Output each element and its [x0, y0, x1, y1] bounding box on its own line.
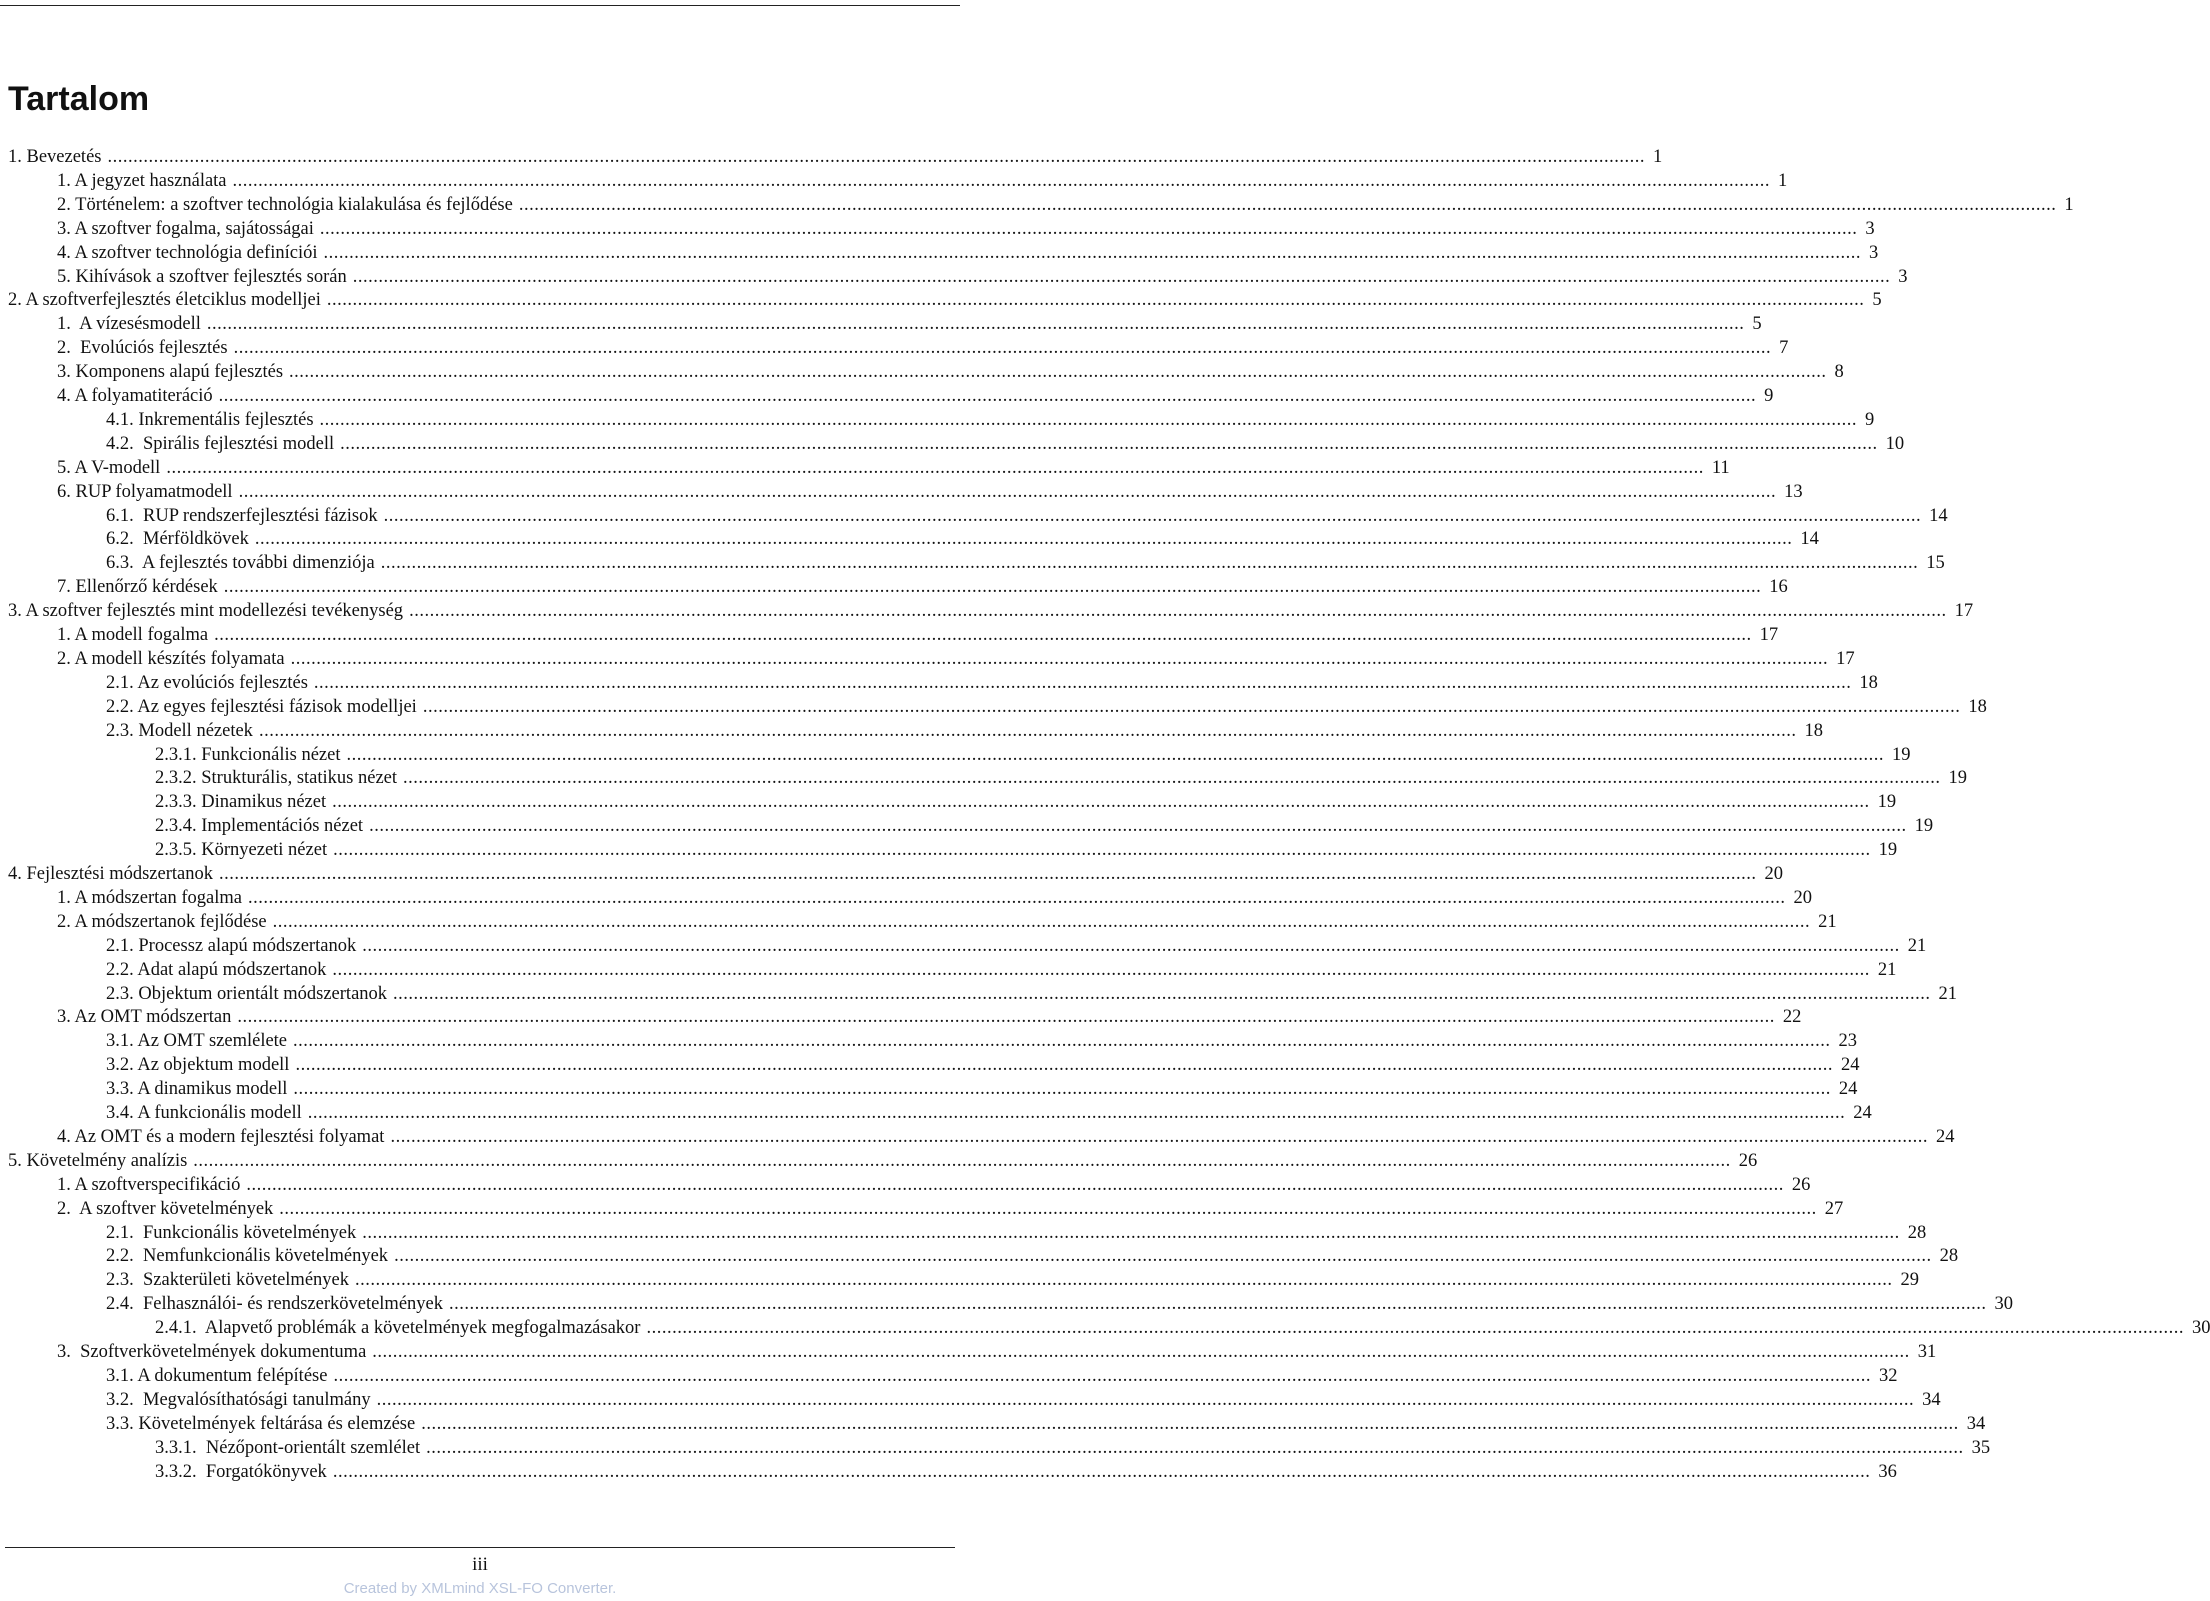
toc-entry-page: 18 — [1804, 720, 1823, 741]
toc-dot-leader: ............................................................................................................................................................................................................................................................................................................ — [332, 792, 1870, 813]
toc-entry-label: 2.3.2. Strukturális, statikus nézet — [155, 768, 398, 789]
toc-entry-page: 9 — [1865, 409, 1875, 430]
watermark: Created by XMLmind XSL-FO Converter. — [343, 1580, 617, 1597]
toc-entry-page: 23 — [1838, 1031, 1858, 1052]
toc-entry-page: 30 — [2191, 1318, 2210, 1339]
toc-entry-page: 19 — [1878, 840, 1898, 861]
toc-entry-label: 2.4. Felhasználói- és rendszerkövetelmények — [106, 1294, 443, 1315]
toc-entry[interactable] — [155, 743, 1911, 767]
toc-entry-page: 36 — [1878, 1461, 1897, 1482]
toc-entry-label: 3.1. A dokumentum felépítése — [106, 1365, 328, 1386]
toc-entry-page: 30 — [1994, 1294, 2013, 1315]
toc-entry-page: 20 — [1793, 887, 1812, 908]
toc-dot-leader: ............................................................................................................................................................................................................................................................................................................ — [237, 1007, 1775, 1028]
toc-entry-page: 14 — [1929, 505, 1948, 526]
toc-entry-page: 21 — [1938, 983, 1958, 1004]
toc-dot-leader: ............................................................................................................................................................................................................................................................................................................ — [319, 409, 1858, 430]
toc-entry[interactable] — [106, 1364, 1898, 1388]
toc-dot-leader: ............................................................................................................................................................................................................................................................................................................ — [449, 1294, 1987, 1315]
toc-entry-page: 11 — [1711, 457, 1730, 478]
toc-entry-label: 2.3.5. Környezeti nézet — [155, 840, 328, 861]
toc-dot-leader: ............................................................................................................................................................................................................................................................................................................ — [393, 983, 1931, 1004]
toc-entry[interactable] — [106, 934, 1927, 958]
toc-dot-leader: ............................................................................................................................................................................................................................................................................................................ — [254, 529, 1793, 550]
toc-entry[interactable] — [57, 480, 1803, 504]
toc-dot-leader: ............................................................................................................................................................................................................................................................................................................ — [107, 147, 1645, 167]
toc-entry-label: 3.4. A funkcionális modell — [106, 1103, 302, 1123]
toc-entry[interactable] — [57, 1340, 1937, 1364]
toc-entry-label: 4.2. Spirális fejlesztési modell — [106, 433, 335, 454]
toc-dot-leader: ............................................................................................................................................................................................................................................................................................................ — [346, 744, 1884, 765]
toc-dot-leader: ............................................................................................................................................................................................................................................................................................................ — [290, 648, 1829, 669]
page-title: Tartalom — [8, 80, 150, 118]
toc-entry-label: 2. A szoftver követelmények — [57, 1198, 274, 1219]
toc-entry-label: 2. Evolúciós fejlesztés — [57, 338, 228, 359]
toc-entry[interactable] — [155, 1316, 2210, 1340]
toc-entry-page: 13 — [1784, 481, 1803, 502]
toc-entry-page: 31 — [1917, 1342, 1937, 1362]
toc-entry-page: 21 — [1907, 935, 1927, 956]
toc-entry-page: 35 — [1971, 1437, 1991, 1458]
toc-entry-label: 5. Kihívások a szoftver fejlesztés során — [57, 266, 347, 287]
toc-entry-page: 5 — [1752, 314, 1762, 335]
toc-entry[interactable] — [106, 1244, 1959, 1268]
toc-entry-label: 6.2. Mérföldkövek — [106, 529, 249, 550]
toc-entry[interactable] — [8, 862, 1783, 886]
toc-entry-label: 3. A szoftver fogalma, sajátosságai — [57, 218, 314, 239]
toc-entry-label: 1. A jegyzet használata — [57, 170, 227, 191]
toc-entry-page: 34 — [1922, 1389, 1941, 1410]
toc-entry-page: 5 — [1872, 290, 1882, 311]
toc-entry-label: 1. A szoftverspecifikáció — [57, 1174, 241, 1195]
toc-entry[interactable] — [106, 432, 1905, 456]
toc-entry-page: 19 — [1877, 792, 1897, 813]
toc-dot-leader: ............................................................................................................................................................................................................................................................................................................ — [332, 959, 1870, 980]
toc-entry-page: 14 — [1800, 529, 1819, 550]
toc-dot-leader: ............................................................................................................................................................................................................................................................................................................ — [193, 1150, 1731, 1171]
toc-entry[interactable] — [8, 599, 1974, 623]
toc-dot-leader: ............................................................................................................................................................................................................................................................................................................ — [279, 1198, 1817, 1219]
toc-entry-page: 18 — [1859, 672, 1878, 693]
toc-dot-leader: ............................................................................................................................................................................................................................................................................................................ — [333, 1365, 1871, 1386]
toc-entry[interactable] — [57, 384, 1774, 408]
toc-dot-leader: ............................................................................................................................................................................................................................................................................................................ — [258, 720, 1797, 741]
toc-dot-leader: ............................................................................................................................................................................................................................................................................................................ — [319, 218, 1858, 239]
toc-entry[interactable] — [57, 336, 1789, 360]
toc-dot-leader: ............................................................................................................................................................................................................................................................................................................ — [369, 816, 1907, 837]
toc-entry-page: 1 — [2064, 194, 2074, 215]
toc-dot-leader: ............................................................................................................................................................................................................................................................................................................ — [218, 386, 1757, 406]
toc-dot-leader: ............................................................................................................................................................................................................................................................................................................ — [307, 1103, 1846, 1123]
toc-entry-page: 8 — [1834, 362, 1844, 383]
toc-entry[interactable] — [106, 527, 1819, 551]
toc-entry-label: 2. A módszertanok fejlődése — [57, 911, 267, 932]
toc-entry-page: 16 — [1769, 577, 1788, 598]
toc-entry[interactable] — [8, 1149, 1758, 1173]
toc-entry-page: 19 — [1914, 816, 1934, 837]
toc-entry-page: 29 — [1900, 1270, 1919, 1291]
toc-entry-label: 3.3. Követelmények feltárása és elemzése — [106, 1413, 416, 1434]
toc-dot-leader: ............................................................................................................................................................................................................................................................................................................ — [247, 887, 1786, 908]
toc-entry-page: 24 — [1935, 1126, 1955, 1147]
toc-entry-label: 1. A módszertan fogalma — [57, 887, 242, 908]
toc-dot-leader: ............................................................................................................................................................................................................................................................................................................ — [289, 362, 1827, 383]
toc-entry-page: 19 — [1948, 768, 1968, 789]
toc-dot-leader: ............................................................................................................................................................................................................................................................................................................ — [326, 290, 1865, 311]
toc-dot-leader: ............................................................................................................................................................................................................................................................................................................ — [246, 1174, 1784, 1195]
toc-dot-leader: ............................................................................................................................................................................................................................................................................................................ — [238, 481, 1777, 502]
toc-entry-page: 27 — [1824, 1198, 1844, 1219]
toc-entry-page: 3 — [1865, 218, 1875, 239]
toc-entry-label: 3.3.2. Forgatókönyvek — [155, 1461, 327, 1482]
toc-entry[interactable] — [57, 575, 1788, 599]
toc-entry-label: 3.2. Megvalósíthatósági tanulmány — [106, 1389, 371, 1410]
toc-entry-page: 21 — [1818, 911, 1837, 932]
toc-entry-label: 2.4.1. Alapvető problémák a követelmények megfogalmazásakor — [155, 1318, 641, 1339]
toc-dot-leader: ............................................................................................................................................................................................................................................................................................................ — [422, 696, 1961, 717]
toc-entry-label: 6. RUP folyamatmodell — [57, 481, 233, 502]
toc-entry[interactable] — [57, 623, 1779, 647]
toc-dot-leader: ............................................................................................................................................................................................................................................................................................................ — [355, 1270, 1893, 1291]
toc-dot-leader: ............................................................................................................................................................................................................................................................................................................ — [390, 1126, 1928, 1147]
toc-entry-page: 1 — [1653, 147, 1663, 167]
toc-entry-page: 19 — [1891, 744, 1911, 765]
toc-dot-leader: ............................................................................................................................................................................................................................................................................................................ — [233, 338, 1772, 359]
toc-entry-label: 2.3. Szakterületi követelmények — [106, 1270, 349, 1291]
toc-dot-leader: ............................................................................................................................................................................................................................................................................................................ — [166, 457, 1704, 478]
toc-entry-label: 3. Szoftverkövetelmények dokumentuma — [57, 1342, 367, 1362]
toc-entry[interactable] — [57, 169, 1788, 193]
toc-entry-label: 3.3.1. Nézőpont-orientált szemlélet — [155, 1437, 421, 1458]
toc-dot-leader: ............................................................................................................................................................................................................................................................................................................ — [332, 1461, 1871, 1482]
toc-entry-label: 4. A szoftver technológia definíciói — [57, 242, 318, 263]
toc-entry-label: 2.1. Az evolúciós fejlesztés — [106, 672, 308, 693]
toc-entry[interactable] — [106, 1077, 1858, 1101]
toc-entry[interactable] — [155, 766, 1968, 790]
toc-entry[interactable] — [57, 217, 1875, 241]
toc-entry[interactable] — [106, 1053, 1860, 1077]
toc-entry[interactable] — [57, 193, 2074, 217]
toc-entry-page: 28 — [1907, 1222, 1927, 1243]
toc-entry-label: 1. A modell fogalma — [57, 625, 209, 645]
toc-dot-leader: ............................................................................................................................................................................................................................................................................................................ — [362, 1222, 1900, 1243]
toc-entry-label: 5. A V-modell — [57, 457, 161, 478]
toc-entry-page: 9 — [1764, 386, 1774, 406]
toc-dot-leader: ............................................................................................................................................................................................................................................................................................................ — [394, 1246, 1932, 1267]
toc-entry[interactable] — [106, 982, 1958, 1006]
toc-dot-leader: ............................................................................................................................................................................................................................................................................................................ — [362, 935, 1900, 956]
toc-entry[interactable] — [106, 551, 1945, 575]
toc-entry[interactable] — [8, 145, 1663, 169]
toc-entry-label: 7. Ellenőrző kérdések — [57, 577, 218, 598]
toc-entry-page: 17 — [1954, 601, 1974, 622]
toc-entry-label: 2.3.3. Dinamikus nézet — [155, 792, 327, 813]
toc-entry-label: 3. A szoftver fejlesztés mint modellezési tevékenység — [8, 601, 404, 622]
toc-entry-label: 2.2. Nemfunkcionális követelmények — [106, 1246, 389, 1267]
toc-entry-page: 26 — [1791, 1174, 1811, 1195]
toc-dot-leader: ............................................................................................................................................................................................................................................................................................................ — [272, 911, 1811, 932]
toc-entry[interactable] — [57, 910, 1837, 934]
toc-entry-page: 17 — [1836, 648, 1855, 669]
toc-entry-label: 2. Történelem: a szoftver technológia kialakulása és fejlődése — [57, 194, 513, 215]
toc-entry-label: 1. Bevezetés — [8, 147, 102, 167]
toc-dot-leader: ............................................................................................................................................................................................................................................................................................................ — [206, 314, 1745, 335]
toc-entry-label: 3.3. A dinamikus modell — [106, 1079, 288, 1100]
toc-entry-label: 2.3.4. Implementációs nézet — [155, 816, 364, 837]
toc-entry-page: 32 — [1878, 1365, 1898, 1386]
toc-dot-leader: ............................................................................................................................................................................................................................................................................................................ — [646, 1318, 2184, 1339]
toc-entry[interactable] — [155, 790, 1897, 814]
toc-entry-label: 5. Követelmény analízis — [8, 1150, 188, 1171]
toc-dot-leader: ............................................................................................................................................................................................................................................................................................................ — [409, 601, 1947, 622]
toc-entry-label: 2.3.1. Funkcionális nézet — [155, 744, 341, 765]
toc-entry-page: 28 — [1939, 1246, 1959, 1267]
toc-dot-leader: ............................................................................................................................................................................................................................................................................................................ — [214, 625, 1752, 645]
toc-entry-label: 2.1. Processz alapú módszertanok — [106, 935, 357, 956]
toc-entry-label: 6.1. RUP rendszerfejlesztési fázisok — [106, 505, 378, 526]
toc-entry[interactable] — [106, 1221, 1927, 1245]
toc-entry-label: 2.3. Objektum orientált módszertanok — [106, 983, 388, 1004]
toc-entry[interactable] — [106, 1388, 1941, 1412]
toc-entry-label: 2.2. Adat alapú módszertanok — [106, 959, 327, 980]
toc-dot-leader: ............................................................................................................................................................................................................................................................................................................ — [403, 768, 1941, 789]
toc-entry-label: 3. Az OMT módszertan — [57, 1007, 232, 1028]
bottom-rule — [5, 1547, 955, 1548]
toc-entry-label: 4. Az OMT és a modern fejlesztési folyamat — [57, 1126, 385, 1147]
toc-entry[interactable] — [155, 838, 1898, 862]
toc-dot-leader: ............................................................................................................................................................................................................................................................................................................ — [232, 170, 1771, 191]
toc-entry-label: 4. Fejlesztési módszertanok — [8, 864, 213, 884]
toc-entry-page: 17 — [1759, 625, 1779, 645]
toc-entry[interactable] — [106, 1412, 1986, 1436]
toc-entry-page: 1 — [1778, 170, 1788, 191]
toc-dot-leader: ............................................................................................................................................................................................................................................................................................................ — [293, 1031, 1831, 1052]
toc-entry-page: 26 — [1738, 1150, 1758, 1171]
page-number: iii — [472, 1554, 488, 1575]
toc-entry-label: 2. A szoftverfejlesztés életciklus modelljei — [8, 290, 321, 311]
toc-dot-leader: ............................................................................................................................................................................................................................................................................................................ — [380, 553, 1919, 574]
toc-entry-page: 10 — [1885, 433, 1905, 454]
toc-dot-leader: ............................................................................................................................................................................................................................................................................................................ — [295, 1055, 1833, 1076]
toc-entry-page: 20 — [1764, 864, 1783, 884]
toc-entry[interactable] — [106, 1268, 1919, 1292]
toc-dot-leader: ............................................................................................................................................................................................................................................................................................................ — [421, 1413, 1959, 1434]
toc-entry[interactable] — [106, 504, 1948, 528]
toc-entry[interactable] — [106, 1101, 1872, 1125]
toc-entry-page: 24 — [1853, 1103, 1872, 1123]
toc-entry-label: 3.1. Az OMT szemlélete — [106, 1031, 288, 1052]
toc-entry[interactable] — [155, 1460, 1897, 1484]
toc-entry[interactable] — [57, 1173, 1811, 1197]
top-rule — [0, 5, 960, 6]
toc-entry[interactable] — [106, 719, 1823, 743]
toc-entry[interactable] — [57, 360, 1844, 384]
toc-entry-label: 4. A folyamatiteráció — [57, 386, 213, 406]
toc-dot-leader: ............................................................................................................................................................................................................................................................................................................ — [352, 266, 1891, 287]
toc-entry-label: 2.3. Modell nézetek — [106, 720, 253, 741]
toc-entry[interactable] — [57, 647, 1855, 671]
toc-entry-label: 2.1. Funkcionális követelmények — [106, 1222, 357, 1243]
toc-dot-leader: ............................................................................................................................................................................................................................................................................................................ — [340, 433, 1878, 454]
toc-dot-leader: ............................................................................................................................................................................................................................................................................................................ — [518, 194, 2057, 215]
toc-dot-leader: ............................................................................................................................................................................................................................................................................................................ — [293, 1079, 1831, 1100]
toc-entry-page: 3 — [1868, 242, 1879, 263]
toc-entry[interactable] — [8, 288, 1882, 312]
toc-entry[interactable] — [57, 1197, 1844, 1221]
toc-entry[interactable] — [155, 814, 1934, 838]
toc-entry-label: 1. A vízesésmodell — [57, 314, 201, 335]
toc-entry[interactable] — [155, 1436, 1991, 1460]
toc-dot-leader: ............................................................................................................................................................................................................................................................................................................ — [219, 864, 1757, 884]
toc-entry-label: 3. Komponens alapú fejlesztés — [57, 362, 284, 383]
toc-entry-label: 6.3. A fejlesztés további dimenziója — [106, 553, 375, 574]
toc-dot-leader: ............................................................................................................................................................................................................................................................................................................ — [333, 840, 1871, 861]
toc-dot-leader: ............................................................................................................................................................................................................................................................................................................ — [223, 577, 1762, 598]
toc-entry-page: 22 — [1782, 1007, 1802, 1028]
toc-entry-page: 3 — [1898, 266, 1908, 287]
toc-entry-label: 3.2. Az objektum modell — [106, 1055, 290, 1076]
toc-entry-page: 21 — [1877, 959, 1897, 980]
toc-entry-page: 18 — [1968, 696, 1987, 717]
toc-dot-leader: ............................................................................................................................................................................................................................................................................................................ — [323, 242, 1861, 263]
toc-dot-leader: ............................................................................................................................................................................................................................................................................................................ — [383, 505, 1922, 526]
toc-entry[interactable] — [57, 312, 1762, 336]
toc-entry[interactable] — [57, 1125, 1955, 1149]
toc-entry[interactable] — [106, 958, 1897, 982]
toc-entry[interactable] — [106, 671, 1878, 695]
toc-entry-page: 24 — [1840, 1055, 1860, 1076]
toc-entry-page: 15 — [1926, 553, 1945, 574]
toc-entry[interactable] — [57, 241, 1879, 265]
toc-entry-page: 34 — [1966, 1413, 1986, 1434]
toc-dot-leader: ............................................................................................................................................................................................................................................................................................................ — [426, 1437, 1964, 1458]
toc-entry[interactable] — [106, 695, 1987, 719]
toc-entry[interactable] — [106, 1029, 1858, 1053]
toc-entry-page: 24 — [1838, 1079, 1858, 1100]
toc-entry-label: 2.2. Az egyes fejlesztési fázisok modelljei — [106, 696, 417, 717]
toc-entry[interactable] — [57, 265, 1908, 289]
toc-dot-leader: ............................................................................................................................................................................................................................................................................................................ — [313, 672, 1852, 693]
toc-entry[interactable] — [106, 408, 1875, 432]
toc-entry[interactable] — [106, 1292, 2013, 1316]
toc-entry[interactable] — [57, 456, 1730, 480]
toc-entry[interactable] — [57, 1005, 1802, 1029]
toc-entry[interactable] — [57, 886, 1812, 910]
toc-entry-page: 7 — [1779, 338, 1789, 359]
toc-entry-label: 4.1. Inkrementális fejlesztés — [106, 409, 314, 430]
toc-entry-label: 2. A modell készítés folyamata — [57, 648, 285, 669]
toc-dot-leader: ............................................................................................................................................................................................................................................................................................................ — [372, 1342, 1910, 1362]
toc-dot-leader: ............................................................................................................................................................................................................................................................................................................ — [376, 1389, 1915, 1410]
